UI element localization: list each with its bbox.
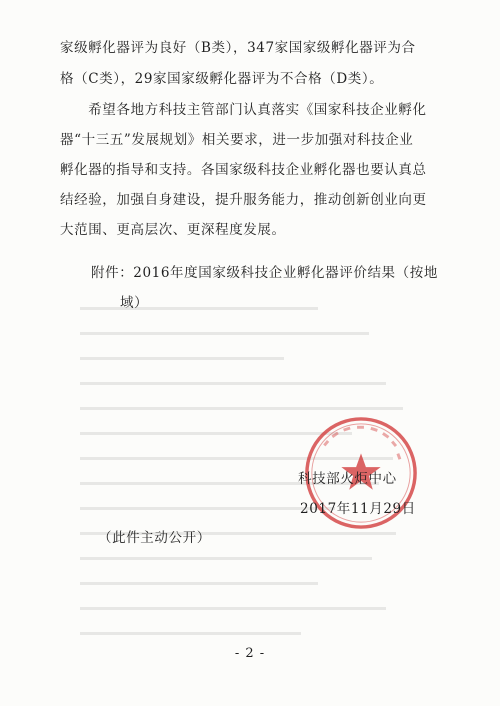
- body-line-1: 家级孵化器评为良好（B类），347家国家级孵化器评为合: [60, 40, 416, 56]
- body-line-5: 孵化器的指导和支持。各国家级科技企业孵化器也要认真总: [60, 162, 427, 178]
- page-number: - 2 -: [234, 646, 266, 661]
- body-line-6: 结经验，加强自身建设，提升服务能力，推动创新创业向更: [60, 192, 427, 208]
- issue-date: 2017年11月29日: [300, 501, 416, 517]
- attachment-line-1: 附件：2016年度国家级科技企业孵化器评价结果（按地: [91, 265, 438, 281]
- disclosure-note: （此件主动公开）: [98, 530, 211, 546]
- body-line-2: 格（C类），29家国家级孵化器评为不合格（D类）。: [60, 71, 384, 87]
- body-line-4: 器“十三五”发展规划》相关要求，进一步加强对科技企业: [60, 132, 414, 148]
- attachment-line-2: 域）: [120, 295, 149, 311]
- body-line-7: 大范围、更高层次、更深程度发展。: [60, 222, 286, 238]
- issuer-name: 科技部火炬中心: [298, 471, 397, 487]
- body-line-3: 希望各地方科技主管部门认真落实《国家科技企业孵化: [60, 102, 427, 118]
